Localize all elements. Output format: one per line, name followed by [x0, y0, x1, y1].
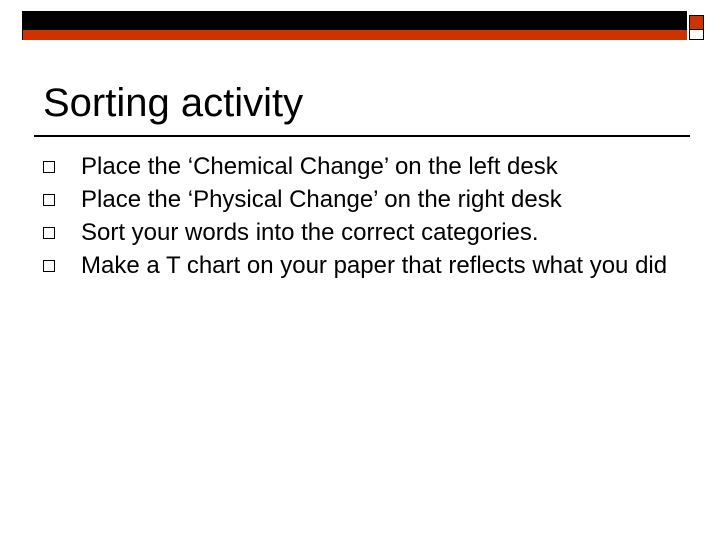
- bullet-list: [0, 150, 720, 282]
- slide-title: Sorting activity: [43, 81, 304, 125]
- bullet-text: Place the ‘Physical Change’ on the right desk: [81, 186, 562, 213]
- bullet-item: [0, 150, 720, 183]
- bullet-item: [0, 183, 720, 216]
- hollow-square-bullet-icon: [43, 260, 55, 272]
- bullet-item: [0, 249, 720, 282]
- bullet-item: [0, 216, 720, 249]
- hollow-square-bullet-icon: [43, 227, 55, 239]
- header-red-bar: [22, 29, 687, 40]
- bullet-text: Make a T chart on your paper that reflects what you did: [81, 252, 668, 279]
- hollow-square-bullet-icon: [43, 194, 55, 206]
- hollow-square-bullet-icon: [43, 161, 55, 173]
- bullet-text: Sort your words into the correct categories.: [81, 219, 539, 246]
- title-divider: [34, 135, 690, 137]
- header-outline-square: [689, 29, 704, 40]
- header-red-square: [689, 15, 704, 30]
- bullet-text: Place the ‘Chemical Change’ on the left desk: [81, 153, 558, 180]
